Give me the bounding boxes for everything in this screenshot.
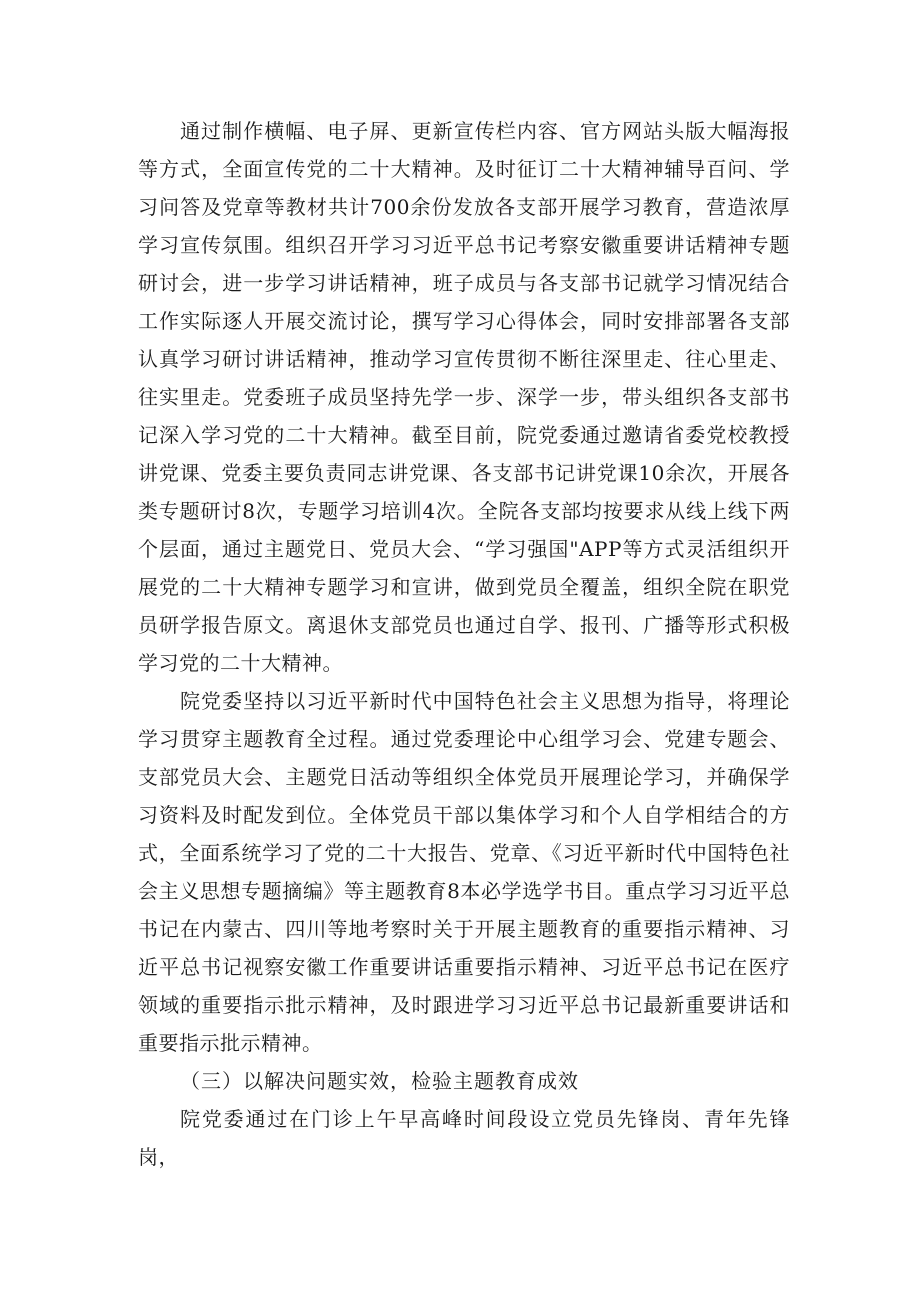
- document-body: [138, 112, 790, 1176]
- paragraph-problem-solving: 院党委通过在门诊上午早高峰时间段设立党员先锋岗、青年先锋岗，: [138, 1107, 790, 1169]
- paragraph-theory-study: 院党委坚持以习近平新时代中国特色社会主义思想为指导，将理论学习贯穿主题教育全过程。通过党委理论中心组学习会、党建专题会、支部党员大会、主题党日活动等组织全体党员开展理论学习，并确保学习资料及时配发到位。全体党员干部以集体学习和个人自学相结合的方式，全面系统学习了党的二十大报告、党章、《习近平新时代中国特色社会主义思想专题摘编》等主题教育8本必学选学书目。重点学习习近平总书记在内蒙古、四川等地考察时关于开展主题教育的重要指示精神、习近平总书记视察安徽工作重要讲话重要指示精神、习近平总书记在医疗领域的重要指示批示精神，及时跟进学习习近平总书记最新重要讲话和重要指示批示精神。: [138, 689, 790, 1055]
- paragraph-publicity: 通过制作横幅、电子屏、更新宣传栏内容、官方网站头版大幅海报等方式，全面宣传党的二十大精神。及时征订二十大精神辅导百问、学习问答及党章等教材共计700余份发放各支部开展学习教育，营造浓厚学习宣传氛围。组织召开学习习近平总书记考察安徽重要讲话精神专题研讨会，进一步学习讲话精神，班子成员与各支部书记就学习情况结合工作实际逐人开展交流讨论，撰写学习心得体会，同时安排部署各支部认真学习研讨讲话精神，推动学习宣传贯彻不断往深里走、往心里走、往实里走。党委班子成员坚持先学一步、深学一步，带头组织各支部书记深入学习党的二十大精神。截至目前，院党委通过邀请省委党校教授讲党课、党委主要负责同志讲党课、各支部书记讲党课10余次，开展各类专题研讨8次，专题学习培训4次。全院各支部均按要求从线上线下两个层面，通过主题党日、党员大会、“学习强国"APP等方式灵活组织开展党的二十大精神专题学习和宣讲，做到党员全覆盖，组织全院在职党员研学报告原文。离退休支部党员也通过自学、报刊、广播等形式积极学习党的二十大精神。: [138, 119, 790, 675]
- section-heading: （三）以解决问题实效，检验主题教育成效: [180, 1069, 579, 1093]
